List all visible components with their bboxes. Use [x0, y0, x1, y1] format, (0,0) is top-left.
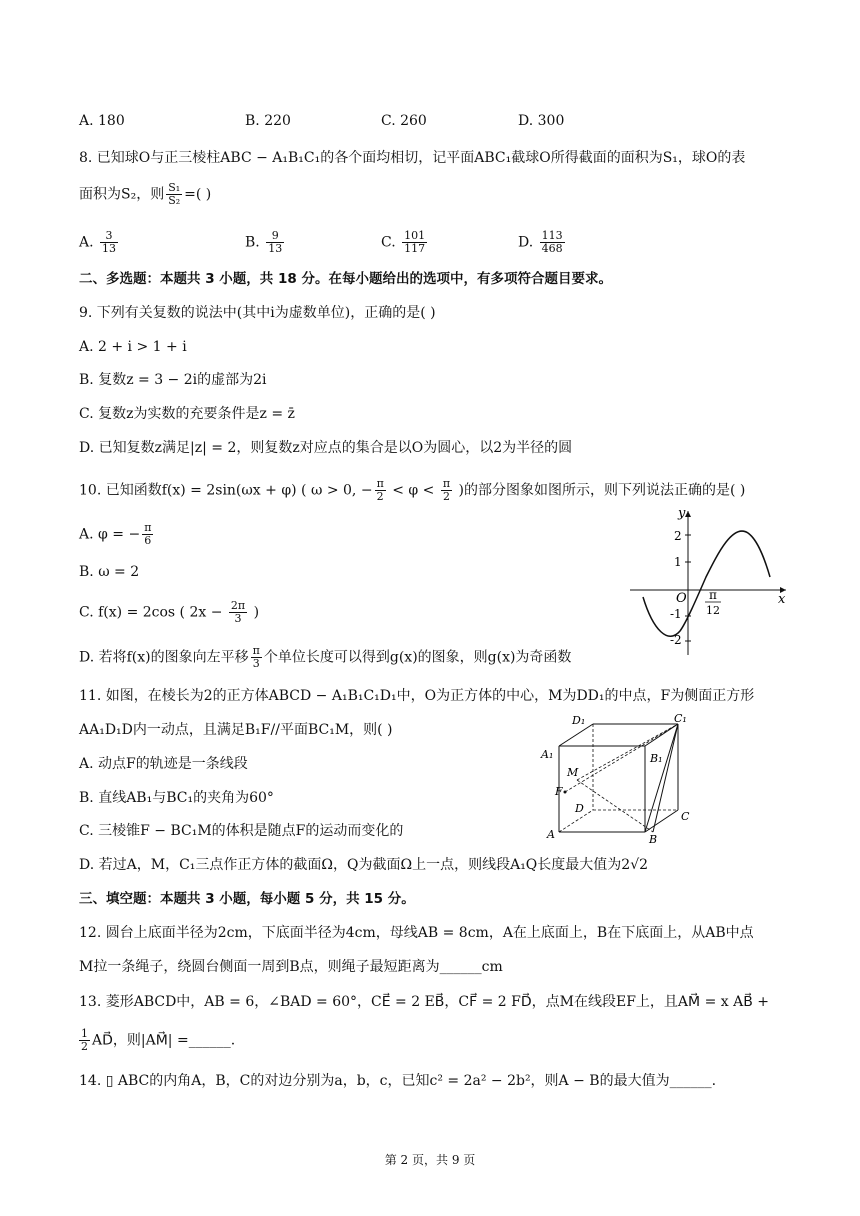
label-a: A	[547, 828, 555, 841]
q9-stem: 9. 下列有关复数的说法中(其中i为虚数单位)，正确的是( )	[79, 305, 436, 321]
q10-option-c: C. f(x) = 2cos ( 2x − $\frac{2\pi}{3}$ )	[79, 599, 260, 625]
section-2-heading: 二、多选题：本题共 3 小题，共 18 分。在每小题给出的选项中，有多项符合题目要求。	[79, 271, 612, 287]
q14-stem: 14. ▯ ABC的内角A，B，C的对边分别为a，b，c，已知c² = 2a² − 2b²，则A − B的最大值为______.	[79, 1073, 717, 1089]
page-footer: 第 2 页，共 9 页	[384, 1153, 476, 1167]
q10-sine-graph	[628, 505, 793, 663]
q10-option-b: B. ω = 2	[79, 564, 140, 580]
label-d: D	[575, 802, 584, 815]
label-b: B	[649, 833, 658, 845]
x-axis-label: x	[778, 592, 786, 607]
sine-curve	[643, 531, 770, 636]
y-tick-neg1: -1	[670, 607, 682, 621]
q8-option-c: C. $\frac{101}{117}$	[381, 229, 426, 255]
label-c1: C₁	[674, 712, 687, 725]
label-a1: A₁	[541, 748, 554, 761]
q10-stem: 10. 已知函数f(x) = 2sin(ωx + φ) ( ω > 0, − $\frac{\pi}{2}$ < φ < $\frac{\pi}{2}$ )的部分图象如图所示，则下列说法正确的是( )	[79, 477, 746, 503]
q11-option-d: D. 若过A，M，C₁三点作正方体的截面Ω，Q为截面Ω上一点，则线段A₁Q长度最大值为2√2	[79, 857, 649, 873]
q9-option-a: A. 2 + i > 1 + i	[79, 339, 187, 355]
q11-option-a: A. 动点F的轨迹是一条线段	[79, 756, 248, 772]
q11-option-c: C. 三棱锥F − BC₁M的体积是随点F的运动而变化的	[79, 823, 404, 839]
q8-option-d: D. $\frac{113}{468}$	[518, 229, 563, 255]
q12-stem-line2: M拉一条绳子，绕圆台侧面一周到B点，则绳子最短距离为______cm	[79, 959, 503, 975]
q7-option-d: D. 300	[518, 113, 565, 129]
q8-fraction: $\frac{\text{S₁}}{\text{S₂}}$	[168, 181, 181, 207]
section-3-heading: 三、填空题：本题共 3 小题，每小题 5 分，共 15 分。	[79, 891, 415, 907]
x-tick-12: 12	[706, 604, 720, 617]
y-axis-label: y	[678, 506, 686, 521]
q13-stem-line2: $\frac{1}{2}$ AD⃗，则|AM⃗| =______.	[81, 1027, 236, 1053]
y-tick-2: 2	[674, 529, 682, 543]
y-tick-1: 1	[674, 555, 682, 569]
q8-stem-line1: 8. 已知球O与正三棱柱ABC − A₁B₁C₁的各个面均相切，记平面ABC₁截球O所得截面的面积为S₁，球O的表	[79, 150, 746, 166]
q11-cube-figure	[535, 712, 695, 845]
label-d1: D₁	[572, 714, 586, 727]
q8-stem-line2: 面积为S₂，则 $\frac{\text{S₁}}{\text{S₂}}$ =( )	[79, 181, 212, 207]
q8-option-b: B. $\frac{9}{13}$	[245, 229, 283, 255]
label-c: C	[681, 810, 690, 823]
q12-stem-line1: 12. 圆台上底面半径为2cm，下底面半径为4cm，母线AB = 8cm，A在上底面上，B在下底面上，从AB中点	[79, 925, 754, 941]
label-b1: B₁	[650, 752, 663, 765]
label-m: M	[567, 766, 579, 779]
q7-option-a: A. 180	[79, 113, 125, 129]
origin-label: O	[676, 591, 687, 606]
q9-option-b: B. 复数z = 3 − 2i的虚部为2i	[79, 372, 267, 388]
q10-option-a: A. φ = − $\frac{\pi}{6}$	[79, 521, 152, 547]
q7-option-c: C. 260	[381, 113, 427, 129]
q11-option-b: B. 直线AB₁与BC₁的夹角为60°	[79, 790, 274, 806]
q11-stem-line2: AA₁D₁D内一动点，且满足B₁F//平面BC₁M，则( )	[79, 722, 393, 738]
x-tick-pi: π	[709, 588, 717, 602]
q8-option-a: A. $\frac{3}{13}$	[79, 229, 117, 255]
q13-stem-line1: 13. 菱形ABCD中，AB = 6，∠BAD = 60°，CE⃗ = 2 EB⃗，CF⃗ = 2 FD⃗，点M在线段EF上，且AM⃗ = x AB⃗ +	[79, 994, 769, 1010]
q11-stem-line1: 11. 如图，在棱长为2的正方体ABCD − A₁B₁C₁D₁中，O为正方体的中心，M为DD₁的中点，F为侧面正方形	[79, 688, 755, 704]
q9-option-d: D. 已知复数z满足|z| = 2，则复数z对应点的集合是以O为圆心，以2为半径的圆	[79, 440, 573, 456]
q9-option-c: C. 复数z为实数的充要条件是z = z̄	[79, 406, 295, 422]
label-f: F	[555, 785, 563, 798]
q7-option-b: B. 220	[245, 113, 291, 129]
y-tick-neg2: -2	[670, 633, 682, 647]
q10-option-d: D. 若将f(x)的图象向左平移 $\frac{\pi}{3}$ 个单位长度可以得到g(x)的图象，则g(x)为奇函数	[79, 644, 572, 670]
